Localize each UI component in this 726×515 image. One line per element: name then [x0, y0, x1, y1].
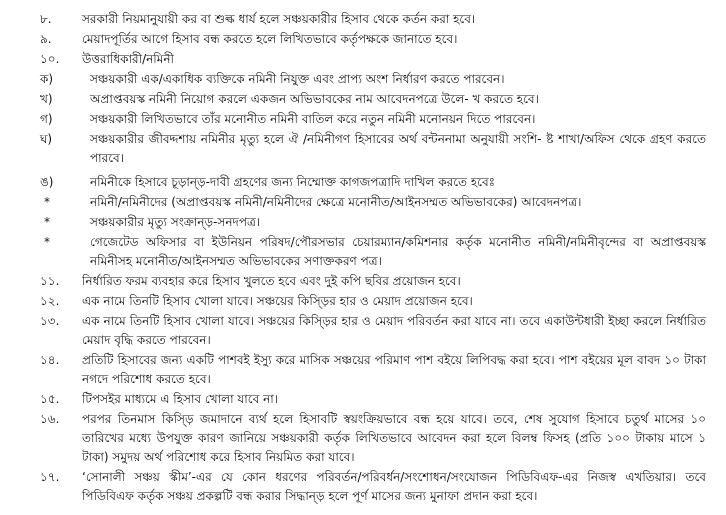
item-text: সঞ্চয়কারী লিখিতভাবে তাঁর মনোনীত নমিনী বাতিল করে নতুন নমিনী মনোনয়ন দিতে পারবেন। — [90, 112, 536, 126]
item-text: এক নামে তিনটি হিসাব খোলা যাবে। সঞ্চয়ের কিস্ড়ির হার ও মেয়াদ পরিবর্তন করা যাবে না। তবে একাউন্টধারী ইচ্ছা করলে নির্ধারিত মেয়াদ বৃদ্ধি করতে পারবেন। — [82, 314, 706, 347]
item-number: ১৪. — [40, 353, 60, 367]
list-item — [0, 233, 726, 271]
item-text: প্রতিটি হিসাবের জন্য একটি পাশবই ইস্যু করে মাসিক সঞ্চয়ের পরিমাণ পাশ বইয়ে লিপিবদ্ধ করা হবে। পাশ বইয়ের মূল বাবদ ১০ টাকা নগদে পরিশোধ করতে হবে। — [82, 353, 706, 386]
item-text: সঞ্চয়কারীর মৃত্যু সংক্রান্ড়-সনদপত্র। — [90, 215, 261, 229]
list-item — [0, 90, 726, 109]
item-number: ৮. — [40, 12, 52, 26]
item-text: পরপর তিনমাস কিস্ড়ি জমাদানে ব্যর্থ হলে হিসাবটি স্বয়ংক্রিয়ভাবে বন্ধ হয়ে যাবে। তবে, শেষ সুযোগ হিসাবে চতুর্থ মাসের ১০ তারিখের মধ্যে উপযুক্ত কারণ জানিয়ে সঞ্চয়কারী কর্তৃক লিখিতভাবে আবেদন করা হলে বিলম্ব ফিসহ (প্রতি ১০০ টাকায় মাসে ১ টাকা) সমুদয় অর্থ পরিশোধ করে হিসাব নিয়মিত করা যাবে। — [82, 412, 706, 464]
list-item — [0, 312, 726, 350]
list-item — [0, 110, 726, 129]
list-item — [0, 351, 726, 389]
list-item — [0, 193, 726, 212]
item-text: নমিনী/নমিনীদের (অপ্রাপ্তবয়স্ক নমিনী/নমিনীদের ক্ষেত্রে মনোনীত/আইনসম্মত অভিভাবকের) আবেদনপত্র। — [90, 195, 582, 209]
item-number: ১৬. — [40, 412, 60, 426]
list-item — [0, 272, 726, 291]
item-number: ক) — [40, 72, 54, 86]
bullet-star: * — [44, 215, 50, 229]
item-number: ঘ) — [40, 132, 53, 146]
item-text: উত্তরাধিকারী/নমিনী — [82, 52, 174, 66]
item-number: ১০. — [40, 52, 60, 66]
item-number: খ) — [40, 92, 53, 106]
list-item — [0, 130, 726, 168]
list-item — [0, 10, 726, 29]
item-text: টিপসইর মাধ্যমে এ হিসাব খোলা যাবে না। — [82, 392, 279, 406]
item-text: সরকারী নিয়মানুযায়ী কর বা শুল্ক ধার্য হলে সঞ্চয়কারীর হিসাব থেকে কর্তন করা হবে। — [82, 12, 476, 26]
item-number: ৯. — [40, 32, 52, 46]
list-item — [0, 468, 726, 506]
item-number: ১৩. — [40, 314, 60, 328]
item-text: এক নামে তিনটি হিসাব খোলা যাবে। সঞ্চয়ের কিস্ড়ির হার ও মেয়াদ প্রয়োজন হবে। — [82, 294, 473, 308]
item-text: মেয়াদপূর্তির আগে হিসাব বন্ধ করতে হলে লিখিতভাবে কর্তৃপক্ষকে জানাতে হবে। — [82, 32, 458, 46]
item-number: ১১. — [40, 274, 60, 288]
list-item — [0, 50, 726, 69]
list-item — [0, 30, 726, 49]
item-number: ১৭. — [40, 470, 60, 484]
list-item — [0, 70, 726, 89]
item-text: ‘সোনালী সঞ্চয় স্কীম’-এর যে কোন ধরণের পরিবর্তন/পরিবর্ধন/সংশোধন/সংযোজন পিডিবিএফ-এর নিজস্ব এখতিয়ার। তবে পিডিবিএফ কর্তৃক সঞ্চয় প্রকল্পটি বন্ধ করার সিদ্ধান্ড় হলে পূর্ণ মাসের জন্য মুনাফা প্রদান করা হবে। — [82, 470, 706, 503]
list-item — [0, 292, 726, 311]
list-item — [0, 390, 726, 409]
list-item — [0, 173, 726, 192]
item-text: নমিনীকে হিসাবে চূড়ান্ড়-দাবী গ্রহণের জন্য নিম্মোক্ত কাগজপত্রাদি দাখিল করতে হবেঃ — [90, 175, 496, 189]
item-number: ১২. — [40, 294, 60, 308]
bullet-star: * — [44, 235, 50, 249]
item-text: নির্ধারিত ফরম ব্যবহার করে হিসাব খুলতে হবে এবং দুই কপি ছবির প্রয়োজন হবে। — [82, 274, 461, 288]
list-item — [0, 410, 726, 467]
item-text: অপ্রাপ্তবয়স্ক নমিনী নিয়োগ করলে একজন অভিভাবকের নাম আবেদনপত্রে উলে- খ করতে হবে। — [90, 92, 539, 106]
item-number: গ) — [40, 112, 53, 126]
item-number: ঙ) — [40, 175, 54, 189]
bullet-star: * — [44, 195, 50, 209]
item-text: গেজেটেড অফিসার বা ইউনিয়ন পরিষদ/পৌরসভার চেয়ারম্যান/কমিশনার কর্তৃক মনোনীত নমিনী/নমিনীবৃন্দের বা অপ্রাপ্তবয়স্ক নমিনীসহ মনোনীত/আইনসম্মত অভিভাবকের সণাক্তকরণ পত্র। — [90, 235, 706, 268]
list-item — [0, 213, 726, 232]
item-number: ১৫. — [40, 392, 60, 406]
item-text: সঞ্চয়কারীর জীবদ্দশায় নমিনীর মৃত্যু হলে ঐ /নমিনীগণ হিসাবের অর্থ বন্টননামা অনুযায়ী সংশি- ষ্ট শাখা/অফিস থেকে গ্রহণ করতে পারবে। — [90, 132, 706, 165]
item-text: সঞ্চয়কারী এক/একাধিক ব্যক্তিকে নমিনী নিযুক্ত এবং প্রাপ্য অংশ নির্ধারণ করতে পারবেন। — [90, 72, 505, 86]
